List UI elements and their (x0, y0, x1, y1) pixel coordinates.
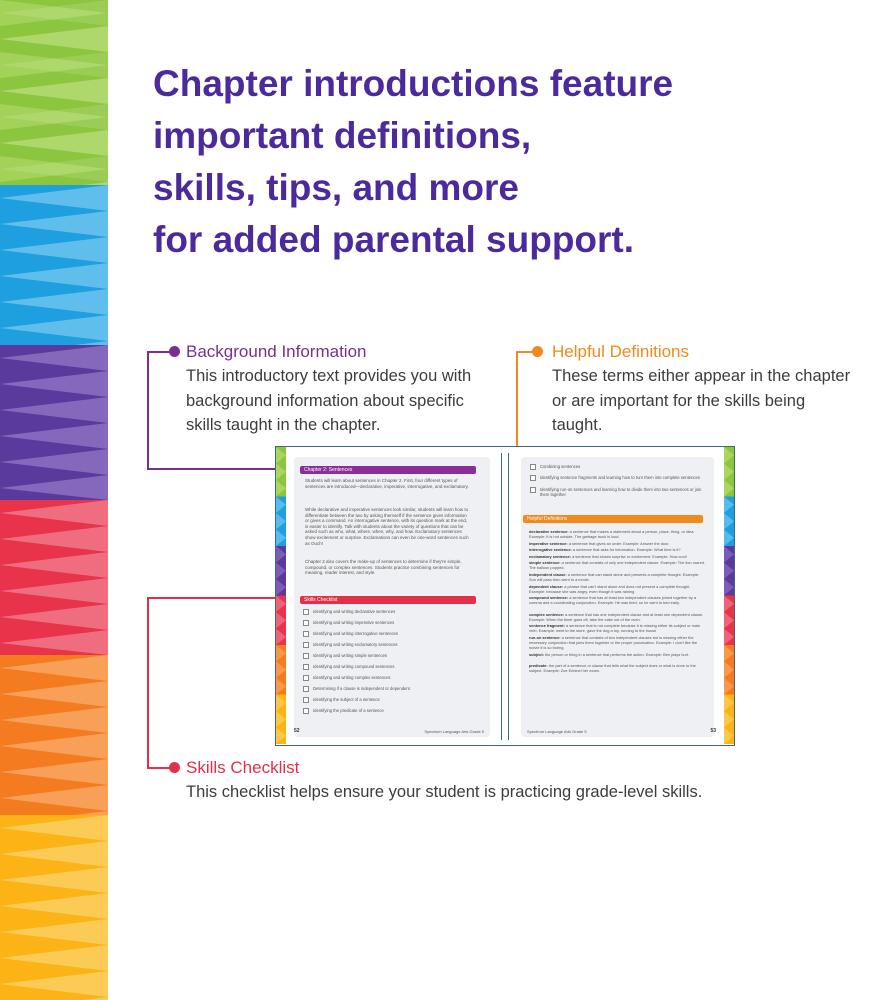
checkbox[interactable] (530, 464, 536, 470)
decorative-color-stripe (0, 0, 108, 1000)
definition-item (529, 547, 705, 552)
definition-item (529, 554, 705, 559)
definition-term: declarative sentence: (529, 529, 569, 534)
definition-text: a sentence that gives an order. Example: Answer the door. (568, 540, 670, 546)
definition-item (529, 572, 705, 582)
callout-title-checklist: Skills Checklist (186, 758, 300, 777)
book-gutter (501, 453, 509, 740)
checklist-item[interactable]: Identifying run-on sentences and learning how to divide them into two sentences or join them together (530, 487, 708, 497)
definition-item (529, 652, 705, 657)
callout-dot (169, 346, 180, 357)
checkbox[interactable] (530, 487, 536, 493)
definition-item (529, 623, 705, 633)
definition-term: dependent clause: (529, 583, 564, 589)
callout-dot (169, 762, 180, 773)
callout-body-definitions: These terms either appear in the chapter or are important for the skills being taught. (552, 367, 851, 434)
intro-paragraph: Students will learn about sentences in Chapter 2. First, four different types of sentences are introduced—declarative, imperative, interrogative, and exclamatory. (305, 478, 469, 489)
left-page (294, 457, 490, 737)
definition-term: predicate: (529, 663, 548, 669)
definition-term: compound sentence: (529, 595, 569, 601)
connector-line (147, 597, 149, 768)
checklist-item[interactable]: Combining sentences (530, 463, 580, 473)
page-edge-decoration (724, 447, 734, 744)
checklist-item[interactable]: Identifying and writing declarative sentences (303, 608, 395, 618)
definition-text: a phrase that can't stand alone and does not present a complete thought. Example: because she was angry, even though it was raining (529, 583, 691, 594)
headline-line: for added parental support. (153, 219, 635, 260)
definition-text: a sentence that consists of two independent clauses but is missing either the necessary conjunction that joins them together or the proper punctuation. Example: I don't like the movie it is so boring. (529, 635, 698, 650)
checkbox[interactable] (303, 697, 309, 703)
definition-text: a sentence that can stand alone and presents a complete thought. Example: Sun will pass then went to a movie. (529, 572, 700, 582)
checkbox[interactable] (303, 653, 309, 659)
checkbox[interactable] (303, 708, 309, 714)
callout-title-background: Background Information (186, 342, 367, 361)
checklist-item[interactable]: Identifying and writing exclamatory sentences (303, 641, 398, 651)
definition-term: imperative sentence: (529, 540, 568, 546)
definition-text: a sentence that has one independent clause and at least one dependent clause. Example: When the timer goes off, take the cake out of the oven. (529, 611, 704, 622)
callout-body-checklist: This checklist helps ensure your student is practicing grade-level skills. (186, 783, 703, 801)
callout-dot (532, 346, 543, 357)
definitions-header: Helpful Definitions (523, 515, 703, 523)
definition-item (529, 529, 705, 539)
checklist-item[interactable]: Identifying and writing complex sentences (303, 674, 391, 684)
intro-paragraph: While declarative and imperative sentences look similar, students will learn how to differentiate between the two by asking themself if the sentence gives information or gives a command. An interrogative sentence, with its question mark at the end, is easier to identify. Talk with students about the variety of questions that can be asked such as who, what, where, when, why, and how. Exclamatory sentences show excitement or surprise. Exclamations can even be one-word sentences such as Ouch! (305, 507, 469, 546)
checklist-item[interactable]: Identifying sentence fragments and learning how to turn them into complete sentences (530, 475, 708, 485)
checkbox[interactable] (303, 642, 309, 648)
page-number: 53 (710, 728, 716, 734)
checkbox[interactable] (303, 664, 309, 670)
definition-text: a sentence that consists of only one independent clause. Example: The lion roared. The balloon popped. (529, 560, 705, 571)
page-edge-decoration (276, 447, 286, 744)
definition-term: sentence fragment: (529, 623, 565, 629)
definition-text: a sentence that asks for information. Example: What time is it? (572, 547, 681, 553)
skills-checklist-header: Skills Checklist (300, 596, 476, 604)
definition-text: the person or thing in a sentence that performs the action. Example: Ben plays hurt. (545, 651, 690, 657)
definition-text: a sentence that has at least two independent clauses joined together by a comma and a coordinating conjunction. Example: He was tired, so he went to bed early. (529, 595, 696, 606)
definition-item (529, 612, 705, 622)
checklist-item[interactable]: Determining if a clause is independent or dependent (303, 685, 410, 695)
checkbox[interactable] (303, 620, 309, 626)
definition-item (529, 595, 705, 605)
definition-term: run-on sentence: (529, 635, 561, 640)
page-footer: Spectrum Language Arts Grade 5 (527, 729, 587, 734)
checklist-item[interactable]: Identifying and writing simple sentences (303, 652, 387, 662)
definition-text: the part of a sentence or clause that tells what the subject does or what is done to the subject. Example: Zoe Enbinel her exam. (529, 663, 696, 674)
checklist-item[interactable]: Identifying and writing imperative sentences (303, 619, 394, 629)
headline-line: skills, tips, and more (153, 167, 520, 208)
checkbox[interactable] (303, 631, 309, 637)
intro-paragraph: Chapter 2 also covers the make-up of sentences to determine if they're simple, compound, or complex sentences. Students practice combining sentences for meaning, reader interest, and style. (305, 559, 462, 576)
checkbox[interactable] (303, 609, 309, 615)
definition-term: complex sentence: (529, 611, 565, 617)
definition-term: subject: (529, 651, 544, 657)
checklist-item[interactable]: Identifying and writing interrogative sentences (303, 630, 398, 640)
definitions-list (529, 529, 705, 719)
checkbox[interactable] (303, 686, 309, 692)
definition-item (529, 560, 705, 570)
definition-term: independent clause: (529, 572, 567, 577)
definition-text: a sentence that makes a statement about a person, place, thing, or idea. Example: It is hot outside. The garbage truck is loud. (529, 529, 695, 539)
page-number: 52 (294, 728, 300, 734)
callout-body-background: This introductory text provides you with background information about specific skills taught in the chapter. (186, 367, 472, 434)
headline-line: Chapter introductions feature (153, 63, 674, 104)
headline-line: important definitions, (153, 115, 532, 156)
checklist-item[interactable]: Identifying and writing compound sentences (303, 663, 394, 673)
checklist-item[interactable]: Identifying the predicate of a sentence (303, 707, 384, 717)
callout-title-definitions: Helpful Definitions (552, 342, 690, 361)
checklist-item[interactable]: Identifying the subject of a sentence (303, 696, 380, 706)
book-spread (275, 446, 735, 746)
chapter-header: Chapter 2: Sentences (300, 466, 476, 474)
checkbox[interactable] (530, 475, 536, 481)
definition-item (529, 584, 705, 594)
definition-term: interrogative sentence: (529, 547, 572, 553)
definition-term: simple sentence: (529, 560, 561, 566)
definition-term: exclamatory sentence: (529, 553, 571, 559)
definition-item (529, 635, 705, 650)
definition-text: a sentence that is not complete because it is missing either its subject or main verb. Example: went to the store, gave the dog a toy, running to the house (529, 623, 701, 634)
connector-line (147, 351, 149, 470)
checkbox[interactable] (303, 675, 309, 681)
definition-item (529, 541, 705, 546)
right-page (521, 457, 714, 737)
definition-text: a sentence that shows surprise or excitement. Example: How cool! (572, 553, 687, 559)
page-footer: Spectrum Language Arts Grade 5 (424, 729, 484, 734)
page-headline (153, 58, 853, 266)
definition-item (529, 663, 705, 673)
